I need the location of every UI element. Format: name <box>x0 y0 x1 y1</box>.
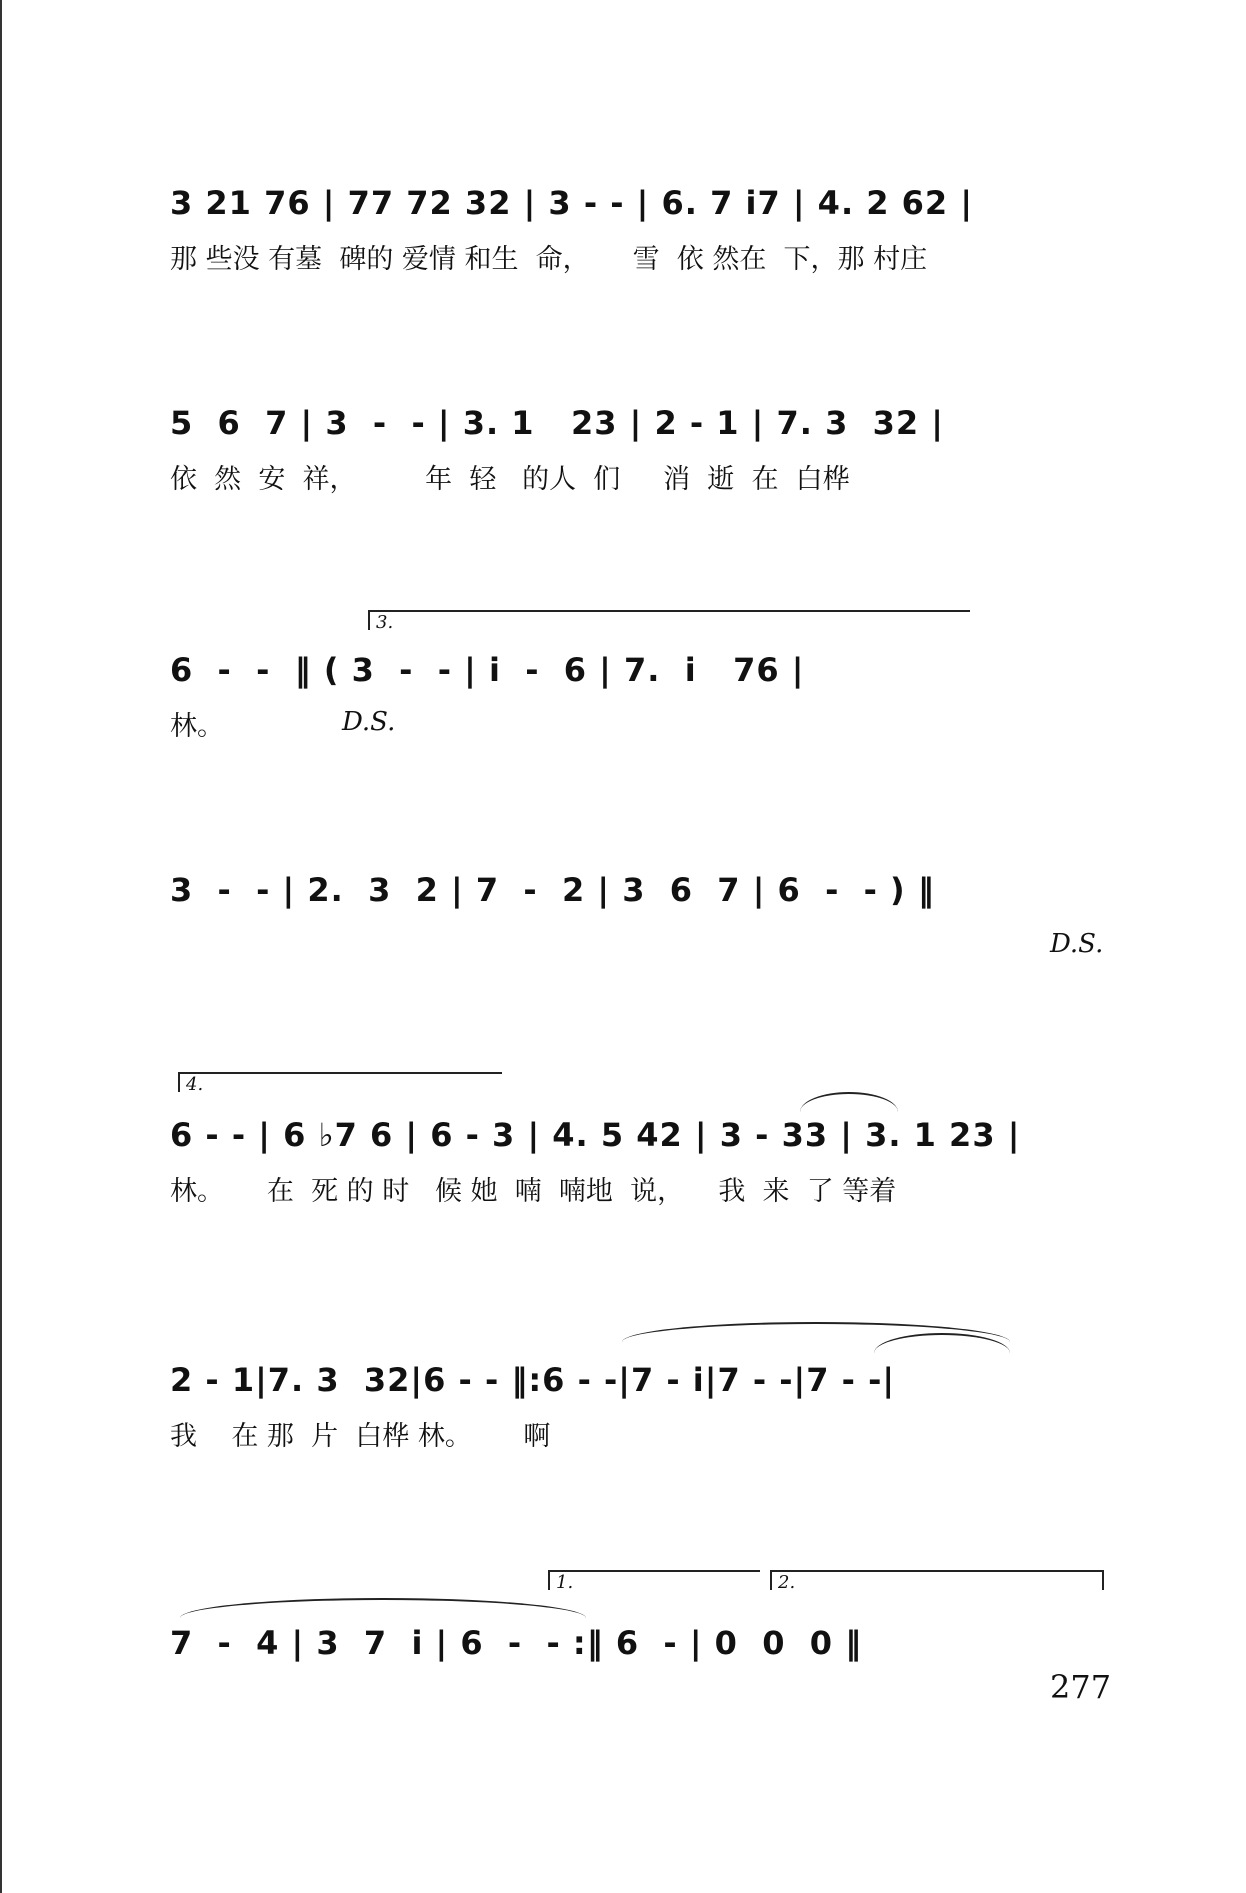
lyrics-line-1: 那 些没 有墓 碑的 爱情 和生 命， 雪 依 然在 下，那 村庄 <box>170 244 928 275</box>
volta-label-2: 2. <box>778 1572 796 1593</box>
volta-bracket-3 <box>368 610 970 633</box>
volta-bracket-2 <box>770 1570 1104 1593</box>
volta-bracket-1 <box>548 1570 760 1593</box>
lyrics-line-5: 林。 在 死 的 时 候 她 喃 喃地 说， 我 来 了 等着 <box>170 1176 897 1207</box>
notes-line-3: 6 - - ‖ ( 3 - - | i - 6 | 7. i 76 | <box>170 651 805 689</box>
page-edge-line <box>0 0 2 1893</box>
notes-line-1: 3 21 76 | 77 72 32 | 3 - - | 6. 7 i7 | 4. 2 62 | <box>170 184 973 222</box>
notes-line-2: 5 6 7 | 3 - - | 3. 1 23 | 2 - 1 | 7. 3 32 | <box>170 404 944 442</box>
lyrics-line-6: 我 在 那 片 白桦 林。 啊 <box>170 1421 551 1452</box>
ds-marking-1: D.S. <box>342 707 396 737</box>
notes-line-7: 7 - 4 | 3 7 i | 6 - - :‖ 6 - | 0 0 0 ‖ <box>170 1624 863 1662</box>
volta-label-1: 1. <box>556 1572 574 1593</box>
lyrics-line-3: 林。 <box>170 711 224 742</box>
tie-slur-d <box>180 1598 586 1618</box>
volta-bracket-4 <box>178 1072 502 1095</box>
ds-marking-2: D.S. <box>1050 929 1104 959</box>
page-number: 277 <box>1050 1668 1112 1706</box>
lyrics-line-2: 依 然 安 祥， 年 轻 的人 们 消 逝 在 白桦 <box>170 464 850 495</box>
tie-slur-a <box>800 1092 898 1112</box>
notes-line-5: 6 - - | 6 ♭7 6 | 6 - 3 | 4. 5 42 | 3 - 33 | 3. 1 23 | <box>170 1116 1021 1154</box>
notes-line-6: 2 - 1|7. 3 32|6 - - ‖:6 - -|7 - i|7 - -|7 - -| <box>170 1361 896 1399</box>
volta-label-3: 3. <box>376 612 394 633</box>
notes-line-4: 3 - - | 2. 3 2 | 7 - 2 | 3 6 7 | 6 - - ) ‖ <box>170 871 935 909</box>
volta-label-4: 4. <box>186 1074 204 1095</box>
